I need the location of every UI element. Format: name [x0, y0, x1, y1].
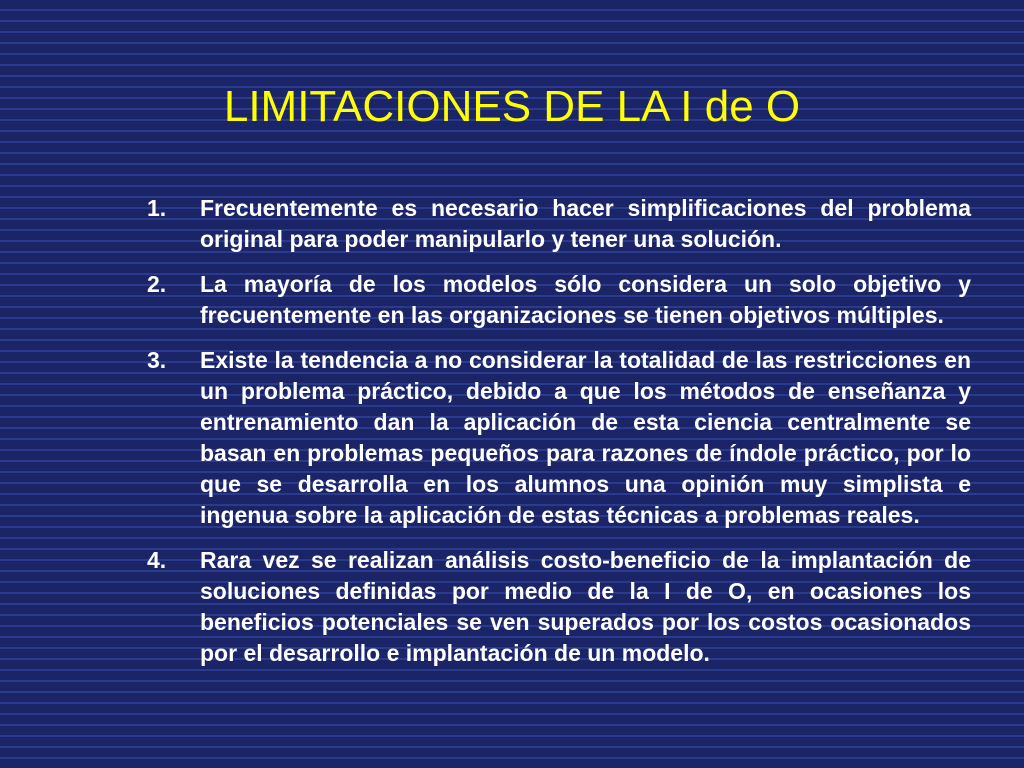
list-item	[147, 345, 971, 531]
list-item-text: La mayoría de los modelos sólo considera un solo objetivo y frecuentemente en las organizaciones se tienen objetivos múltiples.	[200, 271, 971, 328]
list-item	[147, 269, 971, 331]
list-item-text: Frecuentemente es necesario hacer simplificaciones del problema original para poder manipularlo y tener una solución.	[200, 195, 971, 252]
list-item-text: Existe la tendencia a no considerar la totalidad de las restricciones en un problema práctico, debido a que los métodos de enseñanza y entrenamiento dan la aplicación de esta ciencia centralmente se basan en problemas pequeños para razones de índole práctico, por lo que se desarrolla en los alumnos una opinión muy simplista e ingenua sobre la aplicación de estas técnicas a problemas reales.	[200, 347, 971, 528]
list-item-number: 2.	[147, 271, 167, 297]
list-item-number: 3.	[147, 347, 167, 373]
list-item-text: Rara vez se realizan análisis costo-beneficio de la implantación de soluciones definidas por medio de la I de O, en ocasiones los beneficios potenciales se ven superados por los costos ocasionados por el desarrollo e implantación de un modelo.	[200, 547, 971, 666]
list-item	[147, 193, 971, 255]
list-item	[147, 545, 971, 669]
list-item-number: 4.	[147, 547, 167, 573]
slide-title: LIMITACIONES DE LA I de O	[223, 82, 801, 131]
list-item-number: 1.	[147, 195, 167, 221]
limitations-list	[147, 193, 971, 683]
